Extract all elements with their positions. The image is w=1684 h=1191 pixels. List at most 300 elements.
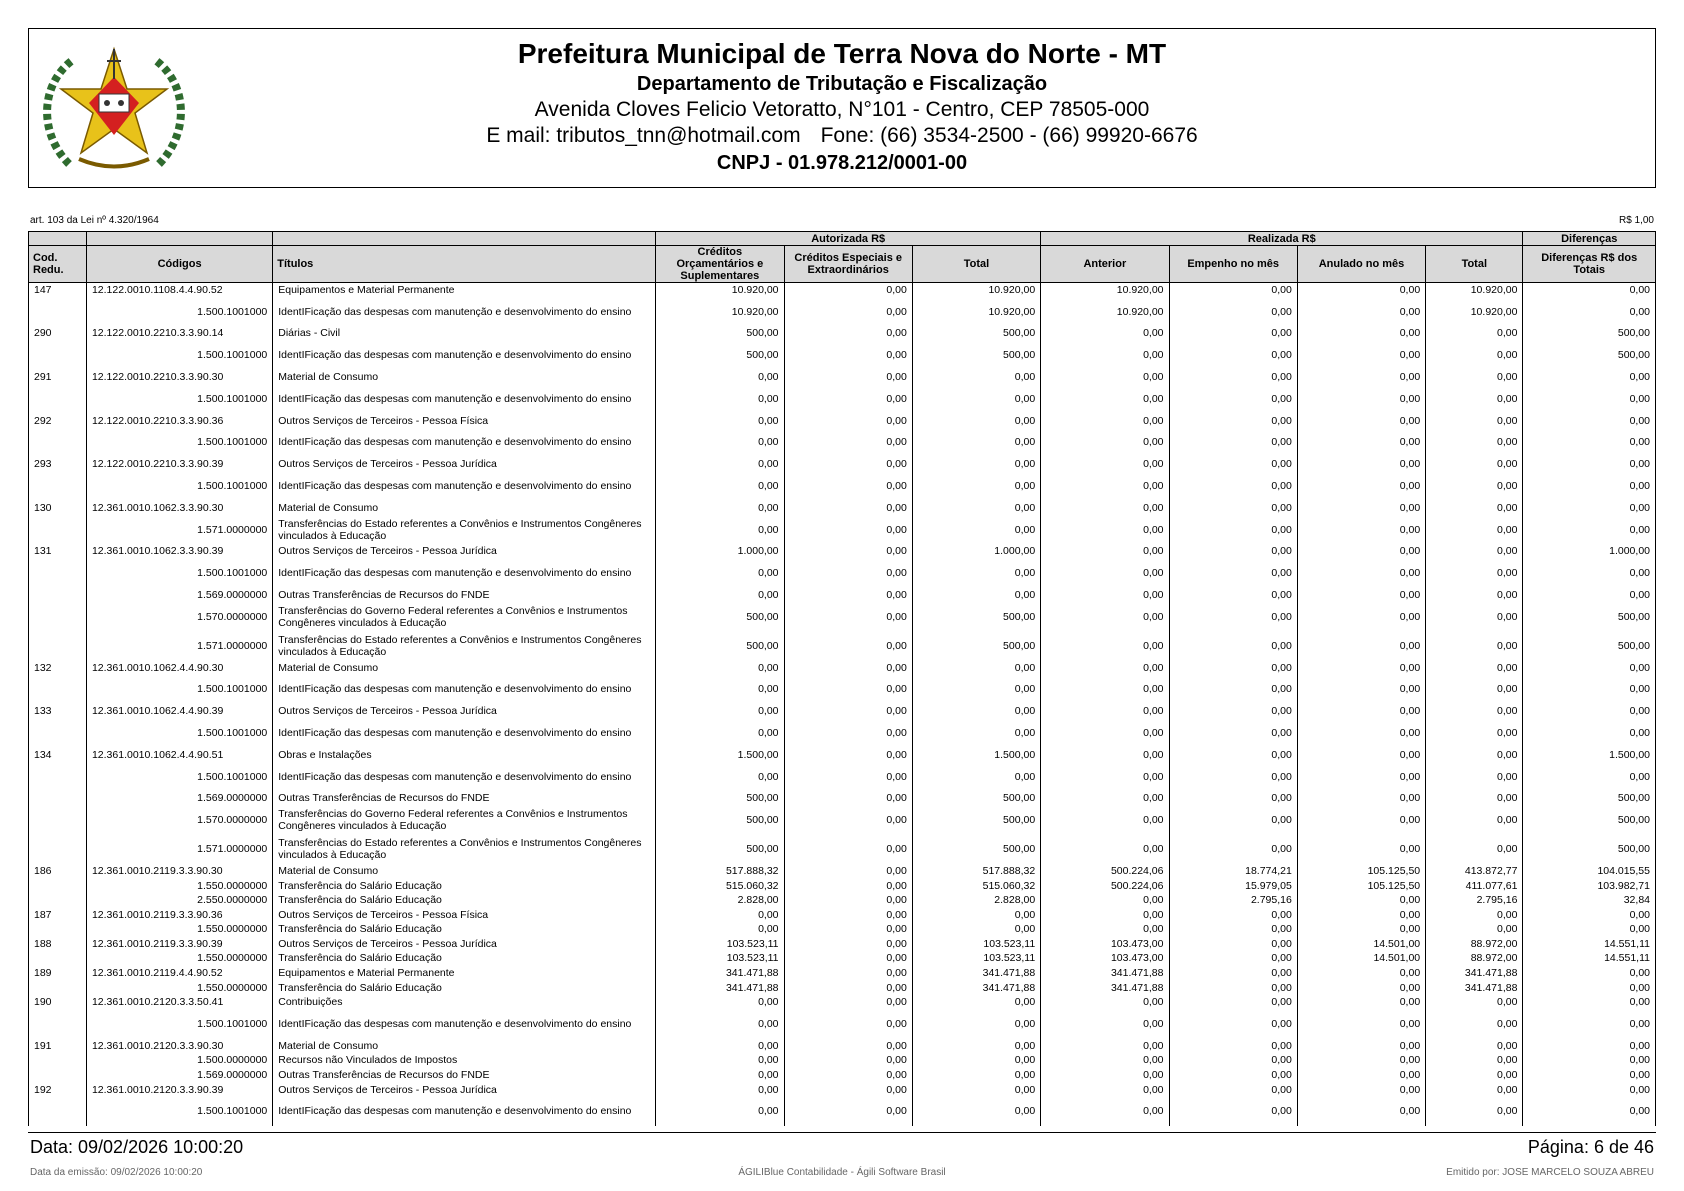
table-cell: 0,00 <box>1523 660 1656 675</box>
table-cell: 0,00 <box>1169 457 1297 472</box>
table-cell: 0,00 <box>656 704 784 719</box>
table-cell: 0,00 <box>1041 718 1169 747</box>
table-cell: 0,00 <box>656 1053 784 1068</box>
table-cell: 0,00 <box>1169 704 1297 719</box>
table-cell: 187 <box>29 907 87 922</box>
table-cell: 0,00 <box>784 718 912 747</box>
table-cell: 0,00 <box>784 413 912 428</box>
table-cell: 0,00 <box>784 588 912 603</box>
table-cell <box>29 588 87 603</box>
table-cell: 2.795,16 <box>1169 893 1297 908</box>
table-cell: Transferência do Salário Educação <box>273 951 656 966</box>
table-cell: 0,00 <box>784 675 912 704</box>
column-header: Créditos Orçamentários e Suplementares <box>656 246 784 283</box>
table-cell: 0,00 <box>1426 588 1523 603</box>
table-cell: IdentIFicação das despesas com manutenção e desenvolvimento do ensino <box>273 1010 656 1039</box>
table-cell: 0,00 <box>1297 893 1425 908</box>
table-row <box>29 864 1656 879</box>
table-cell: 0,00 <box>1169 995 1297 1010</box>
table-cell: 0,00 <box>1169 500 1297 515</box>
table-cell <box>29 1010 87 1039</box>
table-cell: 0,00 <box>1426 1097 1523 1126</box>
table-cell: 0,00 <box>1041 747 1169 762</box>
table-cell: 0,00 <box>1169 559 1297 588</box>
table-cell: 0,00 <box>1169 951 1297 966</box>
table-cell: 0,00 <box>784 559 912 588</box>
table-cell <box>29 602 87 631</box>
table-row <box>29 878 1656 893</box>
table-cell: 0,00 <box>1297 1068 1425 1083</box>
table-cell: 103.523,11 <box>912 951 1040 966</box>
table-row <box>29 588 1656 603</box>
table-cell: IdentIFicação das despesas com manutenção e desenvolvimento do ensino <box>273 428 656 457</box>
table-cell: 0,00 <box>1523 718 1656 747</box>
table-cell: 0,00 <box>1523 1039 1656 1054</box>
table-cell <box>29 951 87 966</box>
table-cell: 0,00 <box>1426 559 1523 588</box>
table-cell: 0,00 <box>1297 515 1425 544</box>
table-cell: 1.500.1001000 <box>86 762 272 791</box>
table-cell: 0,00 <box>784 1082 912 1097</box>
table-cell: 0,00 <box>1523 370 1656 385</box>
table-cell: 290 <box>29 326 87 341</box>
table-cell: 0,00 <box>1297 500 1425 515</box>
table-cell: 1.571.0000000 <box>86 515 272 544</box>
table-cell: 0,00 <box>1041 588 1169 603</box>
table-cell <box>29 631 87 660</box>
table-cell: 0,00 <box>1297 384 1425 413</box>
table-cell: 0,00 <box>1297 341 1425 370</box>
table-cell: 1.569.0000000 <box>86 588 272 603</box>
table-cell: 500,00 <box>1523 341 1656 370</box>
table-cell: 12.122.0010.1108.4.4.90.52 <box>86 283 272 298</box>
table-cell: IdentIFicação das despesas com manutenção e desenvolvimento do ensino <box>273 1097 656 1126</box>
table-cell: 10.920,00 <box>912 283 1040 298</box>
table-cell: 0,00 <box>1523 588 1656 603</box>
table-cell: 0,00 <box>1523 675 1656 704</box>
table-cell: 0,00 <box>1426 1053 1523 1068</box>
table-cell: 10.920,00 <box>1426 283 1523 298</box>
table-row <box>29 893 1656 908</box>
table-cell: 0,00 <box>1297 806 1425 835</box>
table-cell: 0,00 <box>656 500 784 515</box>
table-cell: 103.982,71 <box>1523 878 1656 893</box>
table-cell: 0,00 <box>1426 602 1523 631</box>
table-cell: 0,00 <box>784 907 912 922</box>
table-cell: 186 <box>29 864 87 879</box>
table-cell <box>29 893 87 908</box>
table-cell: Outras Transferências de Recursos do FNDE <box>273 1068 656 1083</box>
table-cell: 0,00 <box>912 471 1040 500</box>
table-cell: 500,00 <box>656 631 784 660</box>
table-row <box>29 515 1656 544</box>
table-cell: 0,00 <box>1169 762 1297 791</box>
table-cell: 341.471,88 <box>912 966 1040 981</box>
table-cell: 500,00 <box>1523 326 1656 341</box>
table-cell: Obras e Instalações <box>273 747 656 762</box>
table-cell: 0,00 <box>1523 297 1656 326</box>
table-cell: 0,00 <box>1041 515 1169 544</box>
table-cell <box>29 297 87 326</box>
table-cell: 0,00 <box>1426 515 1523 544</box>
table-cell: 500,00 <box>1523 791 1656 806</box>
table-row <box>29 747 1656 762</box>
table-cell: 1.500,00 <box>656 747 784 762</box>
table-cell: 10.920,00 <box>1041 283 1169 298</box>
table-cell: 0,00 <box>1041 631 1169 660</box>
table-row <box>29 471 1656 500</box>
table-cell: 0,00 <box>1523 966 1656 981</box>
table-cell: 0,00 <box>656 907 784 922</box>
table-cell: 12.361.0010.2119.3.3.90.39 <box>86 937 272 952</box>
table-cell: 0,00 <box>784 515 912 544</box>
table-row <box>29 631 1656 660</box>
table-cell: 0,00 <box>784 341 912 370</box>
table-cell: 0,00 <box>1297 835 1425 864</box>
group-header-diferencas: Diferenças <box>1523 232 1656 246</box>
table-cell <box>29 384 87 413</box>
table-cell: 0,00 <box>1169 922 1297 937</box>
table-cell: 500,00 <box>912 326 1040 341</box>
table-cell: 0,00 <box>784 835 912 864</box>
group-header-realizada: Realizada R$ <box>1041 232 1523 246</box>
table-cell: 0,00 <box>912 922 1040 937</box>
table-cell: 0,00 <box>1169 907 1297 922</box>
table-row <box>29 762 1656 791</box>
table-cell: IdentIFicação das despesas com manutenção e desenvolvimento do ensino <box>273 762 656 791</box>
table-cell: 0,00 <box>656 718 784 747</box>
table-cell: 0,00 <box>1426 457 1523 472</box>
table-cell: 0,00 <box>1426 747 1523 762</box>
table-cell: 2.795,16 <box>1426 893 1523 908</box>
table-cell: 12.361.0010.2119.4.4.90.52 <box>86 966 272 981</box>
table-row <box>29 1053 1656 1068</box>
table-cell: Transferências do Governo Federal referentes a Convênios e Instrumentos Congêneres vinculados à Educação <box>273 806 656 835</box>
table-cell: 10.920,00 <box>656 297 784 326</box>
table-cell: 14.551,11 <box>1523 937 1656 952</box>
table-cell: Outras Transferências de Recursos do FNDE <box>273 791 656 806</box>
table-cell: 0,00 <box>1297 1097 1425 1126</box>
table-row <box>29 341 1656 370</box>
table-cell <box>29 1097 87 1126</box>
table-cell: 0,00 <box>1041 791 1169 806</box>
table-cell: 0,00 <box>656 1068 784 1083</box>
table-cell: 0,00 <box>784 806 912 835</box>
table-cell: Diárias - Civil <box>273 326 656 341</box>
table-cell: 14.501,00 <box>1297 937 1425 952</box>
table-cell: Transferências do Governo Federal referentes a Convênios e Instrumentos Congêneres vinculados à Educação <box>273 602 656 631</box>
table-cell: 341.471,88 <box>1041 966 1169 981</box>
table-row <box>29 559 1656 588</box>
table-cell: 0,00 <box>1426 471 1523 500</box>
table-cell: 500,00 <box>1523 602 1656 631</box>
table-cell: 10.920,00 <box>1426 297 1523 326</box>
table-cell: 500,00 <box>912 602 1040 631</box>
table-cell: 0,00 <box>1041 559 1169 588</box>
table-cell: 0,00 <box>1297 457 1425 472</box>
table-cell: 0,00 <box>1297 631 1425 660</box>
table-cell: 500,00 <box>656 602 784 631</box>
table-cell: 1.570.0000000 <box>86 806 272 835</box>
table-row <box>29 428 1656 457</box>
table-cell: 0,00 <box>1041 326 1169 341</box>
table-cell: 0,00 <box>912 457 1040 472</box>
table-cell <box>29 718 87 747</box>
table-cell: 1.500,00 <box>1523 747 1656 762</box>
table-cell: 12.361.0010.2119.3.3.90.36 <box>86 907 272 922</box>
table-cell: 0,00 <box>784 1097 912 1126</box>
table-cell: 134 <box>29 747 87 762</box>
table-cell: 0,00 <box>1041 544 1169 559</box>
table-cell: 500.224,06 <box>1041 878 1169 893</box>
table-cell: 0,00 <box>1297 326 1425 341</box>
table-row <box>29 602 1656 631</box>
table-cell <box>29 806 87 835</box>
table-cell: Material de Consumo <box>273 1039 656 1054</box>
table-cell: 0,00 <box>1041 428 1169 457</box>
table-cell: 1.000,00 <box>912 544 1040 559</box>
table-cell: 0,00 <box>784 1010 912 1039</box>
table-row <box>29 922 1656 937</box>
table-cell: 0,00 <box>1297 747 1425 762</box>
table-row <box>29 660 1656 675</box>
table-cell: 500,00 <box>656 341 784 370</box>
table-cell: 0,00 <box>1169 283 1297 298</box>
table-cell: Material de Consumo <box>273 370 656 385</box>
table-cell: 0,00 <box>912 413 1040 428</box>
table-cell: 105.125,50 <box>1297 864 1425 879</box>
table-cell: 10.920,00 <box>1041 297 1169 326</box>
department-name: Departamento de Tributação e Fiscalização <box>636 73 1048 95</box>
table-cell: 0,00 <box>912 1053 1040 1068</box>
table-cell: Transferência do Salário Educação <box>273 980 656 995</box>
table-cell: 0,00 <box>1426 1082 1523 1097</box>
table-row <box>29 500 1656 515</box>
table-cell: 0,00 <box>1297 995 1425 1010</box>
table-cell: 0,00 <box>1523 500 1656 515</box>
table-cell: Transferência do Salário Educação <box>273 893 656 908</box>
table-cell: 12.361.0010.1062.3.3.90.39 <box>86 544 272 559</box>
table-cell: 0,00 <box>1297 1010 1425 1039</box>
table-cell: 0,00 <box>1041 762 1169 791</box>
table-cell: 0,00 <box>1169 1010 1297 1039</box>
table-cell: IdentIFicação das despesas com manutenção e desenvolvimento do ensino <box>273 559 656 588</box>
table-cell: 12.361.0010.1062.4.4.90.30 <box>86 660 272 675</box>
column-header: Créditos Especiais e Extraordinários <box>784 246 912 283</box>
table-cell: 0,00 <box>656 457 784 472</box>
table-cell: 0,00 <box>784 762 912 791</box>
table-cell: 0,00 <box>1041 1010 1169 1039</box>
table-cell: Transferências do Estado referentes a Convênios e Instrumentos Congêneres vinculados à Educação <box>273 835 656 864</box>
table-cell: Outros Serviços de Terceiros - Pessoa Jurídica <box>273 1082 656 1097</box>
table-cell: 12.122.0010.2210.3.3.90.39 <box>86 457 272 472</box>
table-cell: 0,00 <box>1041 893 1169 908</box>
table-cell: 0,00 <box>1426 631 1523 660</box>
table-cell: 0,00 <box>1523 413 1656 428</box>
table-cell: 105.125,50 <box>1297 878 1425 893</box>
table-cell: 500,00 <box>1523 631 1656 660</box>
table-cell: 341.471,88 <box>656 980 784 995</box>
table-cell: 500,00 <box>656 326 784 341</box>
table-cell: 0,00 <box>1297 907 1425 922</box>
table-cell: 88.972,00 <box>1426 951 1523 966</box>
table-cell: 12.361.0010.2120.3.3.90.39 <box>86 1082 272 1097</box>
table-cell: 341.471,88 <box>1041 980 1169 995</box>
table-cell: 500,00 <box>912 341 1040 370</box>
table-cell: 0,00 <box>1169 791 1297 806</box>
table-cell: 0,00 <box>1041 675 1169 704</box>
table-cell: 0,00 <box>656 1082 784 1097</box>
table-cell: 0,00 <box>1041 1097 1169 1126</box>
table-cell: 0,00 <box>784 326 912 341</box>
table-cell: 0,00 <box>656 1010 784 1039</box>
table-row <box>29 995 1656 1010</box>
table-row <box>29 1068 1656 1083</box>
table-cell: 0,00 <box>784 878 912 893</box>
table-cell: 1.500.1001000 <box>86 1097 272 1126</box>
table-cell: 341.471,88 <box>1426 966 1523 981</box>
table-cell: 0,00 <box>912 762 1040 791</box>
table-cell: 0,00 <box>1426 370 1523 385</box>
table-cell: 413.872,77 <box>1426 864 1523 879</box>
table-cell: 0,00 <box>1041 1068 1169 1083</box>
table-cell: 0,00 <box>1523 1053 1656 1068</box>
table-cell: 0,00 <box>912 1039 1040 1054</box>
table-cell: 0,00 <box>1169 937 1297 952</box>
table-cell: 1.550.0000000 <box>86 922 272 937</box>
table-cell: 0,00 <box>912 588 1040 603</box>
table-cell: 14.501,00 <box>1297 951 1425 966</box>
table-cell: 0,00 <box>1297 704 1425 719</box>
table-cell: 341.471,88 <box>656 966 784 981</box>
table-cell: 0,00 <box>1523 1068 1656 1083</box>
table-cell: 0,00 <box>1169 471 1297 500</box>
table-cell: 1.000,00 <box>1523 544 1656 559</box>
table-cell: 0,00 <box>1426 413 1523 428</box>
email: E mail: tributos_tnn@hotmail.com <box>486 124 801 147</box>
table-cell: Transferências do Estado referentes a Convênios e Instrumentos Congêneres vinculados à Educação <box>273 631 656 660</box>
table-cell: 0,00 <box>1523 922 1656 937</box>
table-cell: 0,00 <box>1169 602 1297 631</box>
table-row <box>29 980 1656 995</box>
table-cell: 88.972,00 <box>1426 937 1523 952</box>
table-cell: 0,00 <box>1041 1039 1169 1054</box>
table-cell: 0,00 <box>1297 283 1425 298</box>
table-cell: 0,00 <box>1426 922 1523 937</box>
table-cell: 130 <box>29 500 87 515</box>
table-cell: 0,00 <box>784 893 912 908</box>
table-cell: 0,00 <box>1297 1082 1425 1097</box>
table-cell: 411.077,61 <box>1426 878 1523 893</box>
table-cell <box>29 428 87 457</box>
table-cell: 0,00 <box>1169 370 1297 385</box>
table-cell: 0,00 <box>1041 704 1169 719</box>
table-cell: Outros Serviços de Terceiros - Pessoa Jurídica <box>273 937 656 952</box>
table-cell: IdentIFicação das despesas com manutenção e desenvolvimento do ensino <box>273 384 656 413</box>
table-cell: 0,00 <box>912 675 1040 704</box>
table-cell: 0,00 <box>1169 1039 1297 1054</box>
table-cell: 0,00 <box>1426 428 1523 457</box>
table-cell: 0,00 <box>1041 341 1169 370</box>
table-cell: 0,00 <box>1041 457 1169 472</box>
table-cell: 1.571.0000000 <box>86 631 272 660</box>
table-cell: 293 <box>29 457 87 472</box>
table-cell: 0,00 <box>1169 835 1297 864</box>
table-cell: 0,00 <box>1297 980 1425 995</box>
table-cell: 12.361.0010.1062.3.3.90.30 <box>86 500 272 515</box>
table-cell: 0,00 <box>1169 631 1297 660</box>
table-cell: Outros Serviços de Terceiros - Pessoa Jurídica <box>273 544 656 559</box>
table-cell <box>29 1068 87 1083</box>
emission-date: Data da emissão: 09/02/2026 10:00:20 <box>30 1167 203 1178</box>
table-cell: 103.523,11 <box>656 951 784 966</box>
table-cell: 0,00 <box>656 515 784 544</box>
table-cell: 147 <box>29 283 87 298</box>
table-cell <box>29 341 87 370</box>
table-cell: 0,00 <box>1169 966 1297 981</box>
table-cell: 0,00 <box>1297 602 1425 631</box>
table-cell: 12.122.0010.2210.3.3.90.14 <box>86 326 272 341</box>
table-cell: 1.500.1001000 <box>86 384 272 413</box>
table-cell: 0,00 <box>784 457 912 472</box>
table-cell: 500,00 <box>912 631 1040 660</box>
table-cell: 0,00 <box>1297 762 1425 791</box>
table-cell: Transferência do Salário Educação <box>273 922 656 937</box>
table-cell: 0,00 <box>1169 1053 1297 1068</box>
table-cell: 191 <box>29 1039 87 1054</box>
table-cell: 515.060,32 <box>656 878 784 893</box>
table-cell: IdentIFicação das despesas com manutenção e desenvolvimento do ensino <box>273 297 656 326</box>
table-cell: 0,00 <box>1426 1039 1523 1054</box>
table-cell: 1.500.1001000 <box>86 297 272 326</box>
table-cell: 0,00 <box>1169 428 1297 457</box>
table-cell: 1.550.0000000 <box>86 878 272 893</box>
table-cell: 0,00 <box>656 471 784 500</box>
table-cell: 0,00 <box>1169 747 1297 762</box>
table-cell: 0,00 <box>1523 428 1656 457</box>
table-cell: 0,00 <box>1523 384 1656 413</box>
table-cell: Outros Serviços de Terceiros - Pessoa Jurídica <box>273 457 656 472</box>
table-cell: 0,00 <box>1169 588 1297 603</box>
table-cell: 0,00 <box>1297 588 1425 603</box>
table-cell: 500,00 <box>1523 835 1656 864</box>
table-cell: 341.471,88 <box>912 980 1040 995</box>
table-cell: 0,00 <box>1297 544 1425 559</box>
table-cell: 0,00 <box>1426 660 1523 675</box>
table-cell: 0,00 <box>912 660 1040 675</box>
table-cell: 517.888,32 <box>912 864 1040 879</box>
table-cell: 0,00 <box>1169 297 1297 326</box>
table-cell: 2.828,00 <box>656 893 784 908</box>
column-header: Códigos <box>86 246 272 283</box>
table-cell: 103.523,11 <box>912 937 1040 952</box>
table-cell: 0,00 <box>1523 1097 1656 1126</box>
table-cell: IdentIFicação das despesas com manutenção e desenvolvimento do ensino <box>273 718 656 747</box>
table-cell: 0,00 <box>912 384 1040 413</box>
report-header <box>28 28 1656 188</box>
issued-by: Emitido por: JOSE MARCELO SOUZA ABREU <box>1446 1167 1654 1178</box>
table-cell: Material de Consumo <box>273 864 656 879</box>
table-cell: 1.550.0000000 <box>86 980 272 995</box>
table-cell: 0,00 <box>912 559 1040 588</box>
table-cell: 0,00 <box>1523 1082 1656 1097</box>
table-cell: 341.471,88 <box>1426 980 1523 995</box>
table-cell: 12.122.0010.2210.3.3.90.36 <box>86 413 272 428</box>
table-cell <box>29 835 87 864</box>
table-cell: 103.473,00 <box>1041 937 1169 952</box>
table-cell: 0,00 <box>784 631 912 660</box>
table-cell: 0,00 <box>1169 980 1297 995</box>
